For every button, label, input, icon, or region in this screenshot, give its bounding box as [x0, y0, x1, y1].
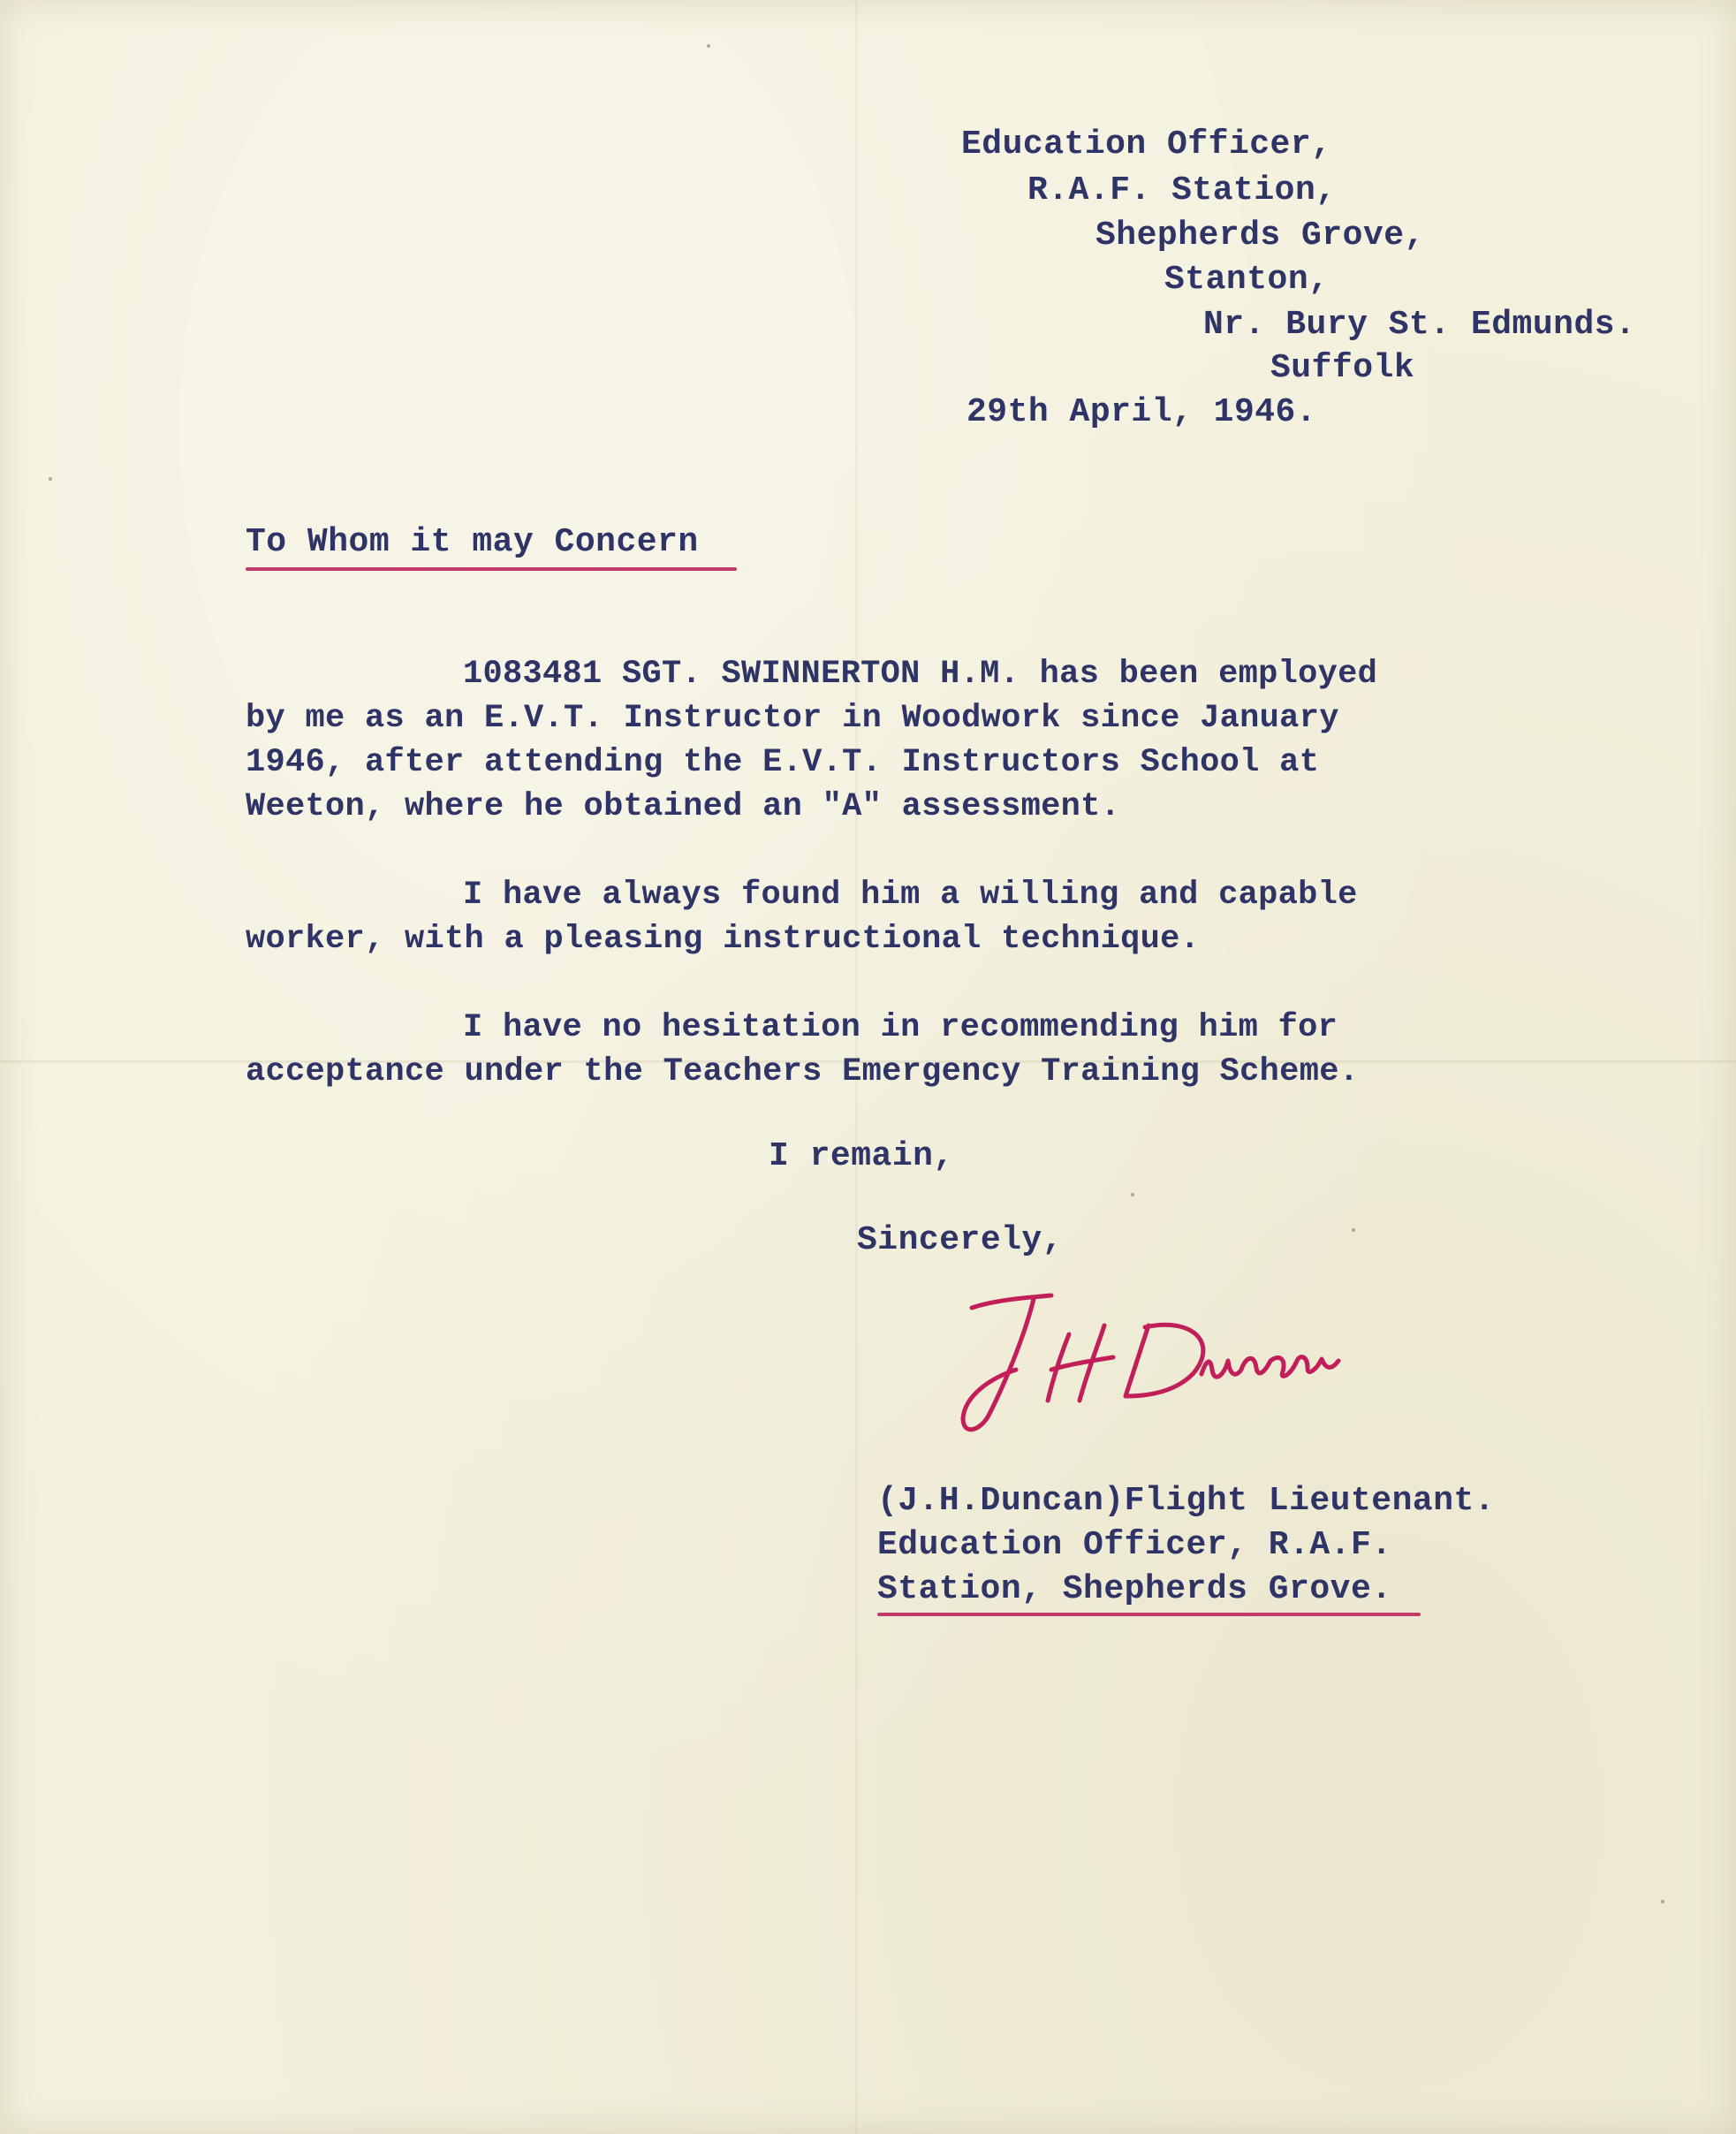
address-line-4: Stanton,	[1164, 261, 1330, 299]
paper-speck	[1661, 1900, 1664, 1903]
paper-speck	[1352, 1228, 1355, 1232]
paper-speck	[49, 477, 52, 481]
address-line-6: Suffolk	[1270, 349, 1415, 387]
signatory-underline	[877, 1613, 1421, 1616]
signature-text	[0, 0, 1, 1]
closing-remain: I remain,	[769, 1137, 954, 1175]
signatory-line-1: (J.H.Duncan)Flight Lieutenant.	[877, 1482, 1496, 1520]
salutation: To Whom it may Concern	[246, 523, 699, 561]
address-line-3: Shepherds Grove,	[1095, 216, 1425, 254]
signatory-line-2: Education Officer, R.A.F.	[877, 1526, 1392, 1564]
address-line-2: R.A.F. Station,	[1027, 171, 1337, 209]
address-line-1: Education Officer,	[961, 125, 1332, 163]
paper-speck	[707, 44, 710, 48]
body-paragraph-1: 1083481 SGT. SWINNERTON H.M. has been employed by me as an E.V.T. Instructor in Woodwork since January 1946, after attending the E.V.T. Instructors School at Weeton, where he obtained an "A" assessment.	[246, 656, 1378, 825]
salutation-underline	[246, 567, 737, 571]
signatory-line-3: Station, Shepherds Grove.	[877, 1570, 1392, 1608]
letter-date: 29th April, 1946.	[967, 393, 1317, 431]
body-paragraph-2: I have always found him a willing and capable worker, with a pleasing instructional technique.	[246, 877, 1358, 958]
body-paragraph-3: I have no hesitation in recommending him for acceptance under the Teachers Emergency Training Scheme.	[246, 1009, 1360, 1090]
closing-sincerely: Sincerely,	[857, 1221, 1064, 1259]
paper-speck	[1131, 1193, 1134, 1196]
address-line-5: Nr. Bury St. Edmunds.	[1203, 306, 1636, 344]
handwritten-signature	[936, 1272, 1352, 1449]
